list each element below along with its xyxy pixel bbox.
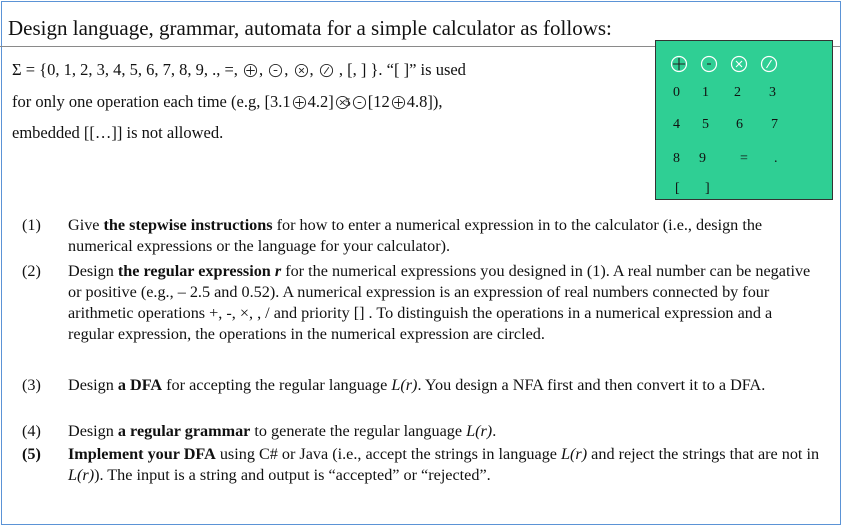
restriction-line: embedded [[…]] is not allowed. <box>12 123 224 142</box>
key-7[interactable]: 7 <box>771 117 778 132</box>
key-6[interactable]: 6 <box>736 117 743 132</box>
times-key-icon[interactable] <box>730 55 748 73</box>
plus-circle-icon <box>391 95 406 110</box>
plus-circle-icon <box>243 63 258 78</box>
times-circle-icon <box>294 63 309 78</box>
divide-circle-icon <box>319 63 334 78</box>
key-1[interactable]: 1 <box>702 85 709 100</box>
question-4: (4) Design a regular grammar to generate the regular language L(r). <box>22 422 497 440</box>
question-2: (2) Design the regular expression r for the numerical expressions you designed in (1). A real number can be negative or positive (e.g., – 2.5 and 0.52). A numerical expression is an expression of real numbers connected by four arithmetic operations +, -, ×, , / and priority [] . To distinguish the operations in a numerical expression and a regular expression, the operations in the numerical expression are circled. <box>22 262 811 343</box>
alphabet-prefix: Σ = {0, 1, 2, 3, 4, 5, 6, 7, 8, 9, ., =, <box>12 60 238 80</box>
key-5[interactable]: 5 <box>702 117 709 132</box>
page-title: Design language, grammar, automata for a simple calculator as follows: <box>8 16 612 40</box>
question-3: (3) Design a DFA for accepting the regular language L(r). You design a NFA first and then convert it to a DFA. <box>22 376 766 394</box>
key-dot[interactable]: . <box>774 151 778 166</box>
plus-key-icon[interactable] <box>670 55 688 73</box>
key-0[interactable]: 0 <box>673 85 680 100</box>
plus-circle-icon <box>292 95 307 110</box>
divide-key-icon[interactable] <box>760 55 778 73</box>
key-3[interactable]: 3 <box>769 85 776 100</box>
key-8[interactable]: 8 <box>673 151 680 166</box>
minus-circle-icon <box>268 63 283 78</box>
key-2[interactable]: 2 <box>734 85 741 100</box>
question-5: (5) Implement your DFA using C# or Java (i.e., accept the strings in language L(r) and reject the strings that are not in L(r)). The input is a string and output is “accepted” or “rejected”. <box>22 445 820 484</box>
alphabet-suffix: , [, ] }. “[ ]” is used <box>338 60 466 80</box>
key-close-bracket[interactable]: ] <box>705 181 710 196</box>
question-1: (1) Give the stepwise instructions for how to enter a numerical expression in to the calculator (i.e., design the numerical expressions or the language for your calculator). <box>22 216 763 255</box>
key-equals[interactable]: = <box>740 151 748 166</box>
minus-key-icon[interactable] <box>700 55 718 73</box>
key-open-bracket[interactable]: [ <box>675 181 680 196</box>
example-line: for only one operation each time (e.g, [3.1 4.2] 5 [12 4.8]), <box>12 92 443 112</box>
minus-circle-icon <box>352 95 367 110</box>
calculator-keypad <box>655 40 833 200</box>
key-4[interactable]: 4 <box>673 117 680 132</box>
alphabet-line: Σ = {0, 1, 2, 3, 4, 5, 6, 7, 8, 9, ., =, , , , , [, ] }. “[ ]” is used <box>12 60 466 80</box>
key-9[interactable]: 9 <box>699 151 706 166</box>
